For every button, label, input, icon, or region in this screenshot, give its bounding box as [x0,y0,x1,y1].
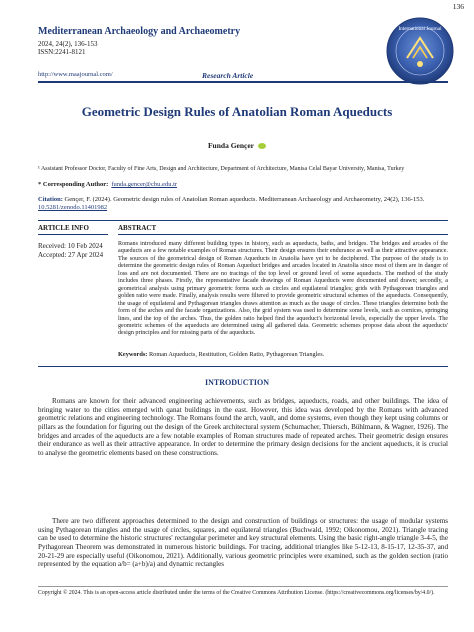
corresponding-label: * Corresponding Author: [38,181,109,188]
abstract-text: Romans introduced many different building types in history, such as aqueducts, baths, and bridges. The bridges and arcades of the aqueducts are a few notable examples of Roman structures. Their design ensures their endurance as well as their attractive appearance. The sources of the geometrical design of Roman Aqueducts in Anatolia have yet to be deciphered. The purpose of the study is to determine the geometric design rules of Roman Aqueduct bridges and arcades located in Anatolia since most of them are in danger of loss and are not documented. There are no tracings of the top level or ground level of some aqueducts. The method of the study includes three phases. Firstly, the representative facade drawings of Roman Aqueducts were documented and drawn; secondly, a geometrical analysis using primary geometric forms such as circles and equilateral triangles; grids with Pythagorean triangles and golden ratio were made. Finally, analysis results were filtered to provide geometric structural schemes of the aqueducts. Consequently, the usage of equilateral and Pythagorean triangles draws attention as much as the usage of circles. These triangles determine both the form of the arches and the facade organizations. Also, the grid system was used to determine some levels, such as cornices, springing lines, and the top of the arches. Thus, the golden ratio helped find the aqueduct's horizontal levels, especially the upper levels. The geometric schemes of the aqueducts are determined using all gathered data. Geometric schemes propose data about the aqueducts' design principles and for missing parts of the aqueducts. [118,241,448,337]
header-rule [38,81,448,83]
abstract-heading: ABSTRACT [118,224,448,235]
journal-logo [385,16,455,86]
received-date: Received: 10 Feb 2024 [38,242,103,250]
body-paragraph: Romans are known for their advanced engineering achievements, such as bridges, aqueducts, roads, and other buildings. The idea of bringing water to the cities emerged with qanat buildings in the east. However, this idea was developed by the Romans with advanced geometric relations and engineering technology. The Romans found the arch, vault, and dome systems, even though they kept using columns or pillars as the foundation for figuring out the design of the Greek architectural system (Schumacher, Thiersch, Bühlmann, & Wagner, 1926). The bridges and arcades of the aqueducts are a few notable examples of Roman structures made of repeated arches. Their geometric design ensures their endurance as well as their attractive appearance. In order to determine the primary design decisions for the ancient aqueducts, it is crucial to analyse the geometric elements based on these constructions. [38,397,448,457]
author-name: Funda Gençer [207,141,255,150]
keywords-label: Keywords: [118,351,148,358]
journal-title: Mediterranean Archaeology and Archaeometry [38,26,241,37]
page-number: 136 [452,2,464,11]
body-paragraph: There are two different approaches determined to the design and construction of buildings or structures: the usage of modular systems using Pythagorean triangles and the usage of circles, squares, and equilateral triangles (Buchwald, 1992; Oikonomou, 2021). Triangle tracing can be used to determine the historic structures' rectangular perimeter and key structural elements. Using the basic right-angle triangle 3-4-5, the Pythagorean Theorem was demonstrated in numerous historic buildings. For tracing, additional triangles like 5-12-13, 8-15-17, 12-35-37, and 20-21-29 are especially useful (Oikonomou, 2021). Additionally, various geometric principles were examined, such as the golden section (ratio represented by the equation a/b= (a+b)/a) and dynamic rectangles [38,517,448,569]
article-title: Geometric Design Rules of Anatolian Roman Aqueducts [81,104,393,119]
introduction-heading: INTRODUCTION [204,378,269,387]
article-info-heading: ARTICLE INFO [38,224,108,235]
keywords-line [118,351,448,358]
corresponding-author [38,181,177,188]
accepted-date: Accepted: 27 Apr 2024 [38,251,104,259]
orcid-icon[interactable] [258,143,266,149]
footer-rule [38,586,448,587]
issn-line: ISSN:2241-8121 [38,48,86,56]
citation-label: Citation: [38,196,63,203]
logo-caption: International Journal [398,26,442,32]
corresponding-email-link[interactable]: funda.gencer@cbu.edu.tr [111,181,178,188]
affiliation: ¹ Assistant Professor Doctor, Faculty of Fine Arts, Design and Architecture, Department of Architecture, Manisa Celal Bayar University, Manisa, Turkey [38,166,405,172]
volume-line: 2024, 24(2), 136-153 [38,40,98,48]
citation-doi-link[interactable]: 10.5281/zenodo.11401982 [38,204,108,211]
citation-rule [38,220,448,221]
copyright-notice: Copyright © 2024. This is an open-access article distributed under the terms of the Creative Commons Attribution License. (https://creativecommons.org/licenses/by/4.0/). [38,590,435,596]
article-type: Research Article [202,71,254,80]
journal-url-link[interactable]: http://www.maajournal.com/ [38,71,113,78]
author-line [0,141,474,150]
keywords-text: Roman Aqueducts, Restitution, Golden Ratio, Pythagorean Triangles. [148,351,325,358]
citation [38,196,448,212]
citation-text: Gençer, F. (2024). Geometric design rules of Anatolian Roman aqueducts. Mediterranean Archaeology and Archaeometry, 24(2), 136-153. [64,196,425,203]
keywords-rule [38,366,448,367]
